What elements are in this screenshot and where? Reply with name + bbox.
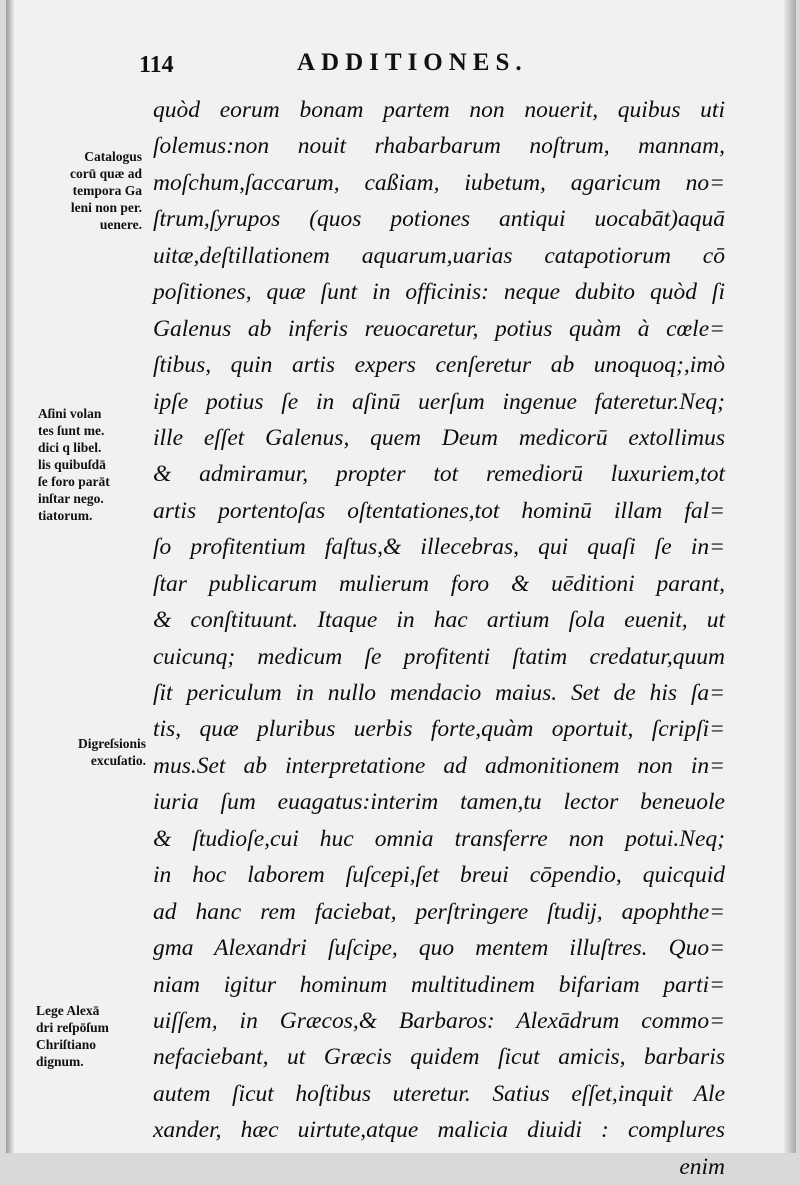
text-line: ille eſſet Galenus, quem Deum medicorū extollimus [153,424,725,451]
text-line: quòd eorum bonam partem non nouerit, quibus uti [153,97,725,123]
book-page [6,0,796,1180]
marginal-note-line: tempora Ga [72,183,142,198]
text-line: ſit periculum in nullo mendacio maius. Set de his ſa= [153,680,725,706]
text-line: tis, quæ pluribus uerbis forte,quàm oportuit, ſcripſi= [153,716,725,743]
text-line: Galenus ab inferis reuocaretur, potius quàm à cœle= [153,315,725,342]
marginal-note-line: uenere. [99,217,142,232]
text-line: ſolemus:non nouit rhabarbarum noſtrum, mannam, [153,133,725,160]
marginal-note-line: Lege Alexā [36,1003,100,1018]
text-line: ſo profitentium faſtus,& illecebras, qui quaſi ſe in= [153,534,725,561]
text-line: iuria ſum euagatus:interim tamen,tu lector beneuole [153,789,725,816]
marginal-note [38,405,148,524]
marginal-note-line: Catalogus [84,149,142,164]
marginal-note-line: dri reſpōſum [36,1020,109,1035]
text-line: uitæ,deſtillationem aquarum,uarias catapotiorum cō [153,242,725,269]
page-edge-shadow [784,0,796,1153]
marginal-note-line: lis quibuſdā [38,457,106,472]
marginal-note-line: corū quæ ad [69,166,142,181]
marginal-note-line: Chriſtiano [36,1037,97,1052]
text-line: poſitiones, quæ ſunt in officinis: neque dubito quòd ſi [153,279,725,306]
page-number: 114 [139,52,174,78]
text-line: gma Alexandri ſuſcipe, quo mentem illuſtres. Quo= [153,935,725,962]
main-text-block [153,92,725,1185]
text-line: artis portentoſas oſtentationes,tot hominū illam fal= [153,497,725,524]
text-line: xander, hæc uirtute,atque malicia diuidi : complures [153,1117,725,1144]
text-line: ſtibus, quin artis expers cenſeretur ab unoquoq;,imò [153,352,725,379]
marginal-note-line: dici q libel. [38,440,102,455]
marginal-note-line: Aſini volan [38,406,102,421]
catchword: enim [679,1153,725,1180]
marginal-note [36,735,146,769]
text-line: & ſtudioſe,cui huc omnia transferre non potui.Neq; [153,825,725,852]
marginal-note-line: ſe foro parāt [38,474,110,489]
text-line: nefaciebant, ut Græcis quidem ſicut amicis, barbaris [153,1044,725,1071]
text-line: autem ſicut hoſtibus uteretur. Satius eſſet,inquit Ale [153,1080,725,1107]
text-line: ſtrum,ſyrupos (quos potiones antiqui uocabāt)aquā [153,206,725,233]
text-line: in hoc laborem ſuſcepi,ſet breui cōpendio, quicquid [153,862,725,889]
marginal-note-line: leni non per. [70,200,142,215]
text-line: ſtar publicarum mulierum foro & uēditioni parant, [153,570,725,597]
marginal-note-line: excuſatio. [90,753,146,768]
running-title: ADDITIONES. [297,49,528,76]
marginal-note [32,148,142,233]
text-line: uiſſem, in Græcos,& Barbaros: Alexādrum commo= [153,1007,725,1034]
text-line: cuicunq; medicum ſe profitenti ſtatim credatur,quum [153,643,725,670]
marginal-note-line: inſtar nego. [38,491,104,506]
marginal-note-line: tiatorum. [38,508,93,523]
text-line: niam igitur hominum multitudinem bifariam parti= [153,971,725,998]
text-line: & admiramur, propter tot remediorū luxuriem,tot [153,461,725,488]
text-line: mus.Set ab interpretatione ad admonitionem non in= [153,752,725,779]
marginal-note-line: tes ſunt me. [38,423,105,438]
text-line: moſchum,ſaccarum, caßiam, iubetum, agaricum no= [153,169,725,196]
page-gutter-shadow [6,0,14,1153]
marginal-note-line: Digreſsionis [77,736,146,751]
text-line: & conſtituunt. Itaque in hac artium ſola euenit, ut [153,607,725,634]
marginal-note-line: dignum. [36,1054,84,1069]
text-line: ad hanc rem faciebat, perſtringere ſtudij, apophthe= [153,898,725,925]
marginal-note [36,1002,146,1070]
text-line: ipſe potius ſe in aſinū uerſum ingenue fateretur.Neq; [153,388,725,415]
